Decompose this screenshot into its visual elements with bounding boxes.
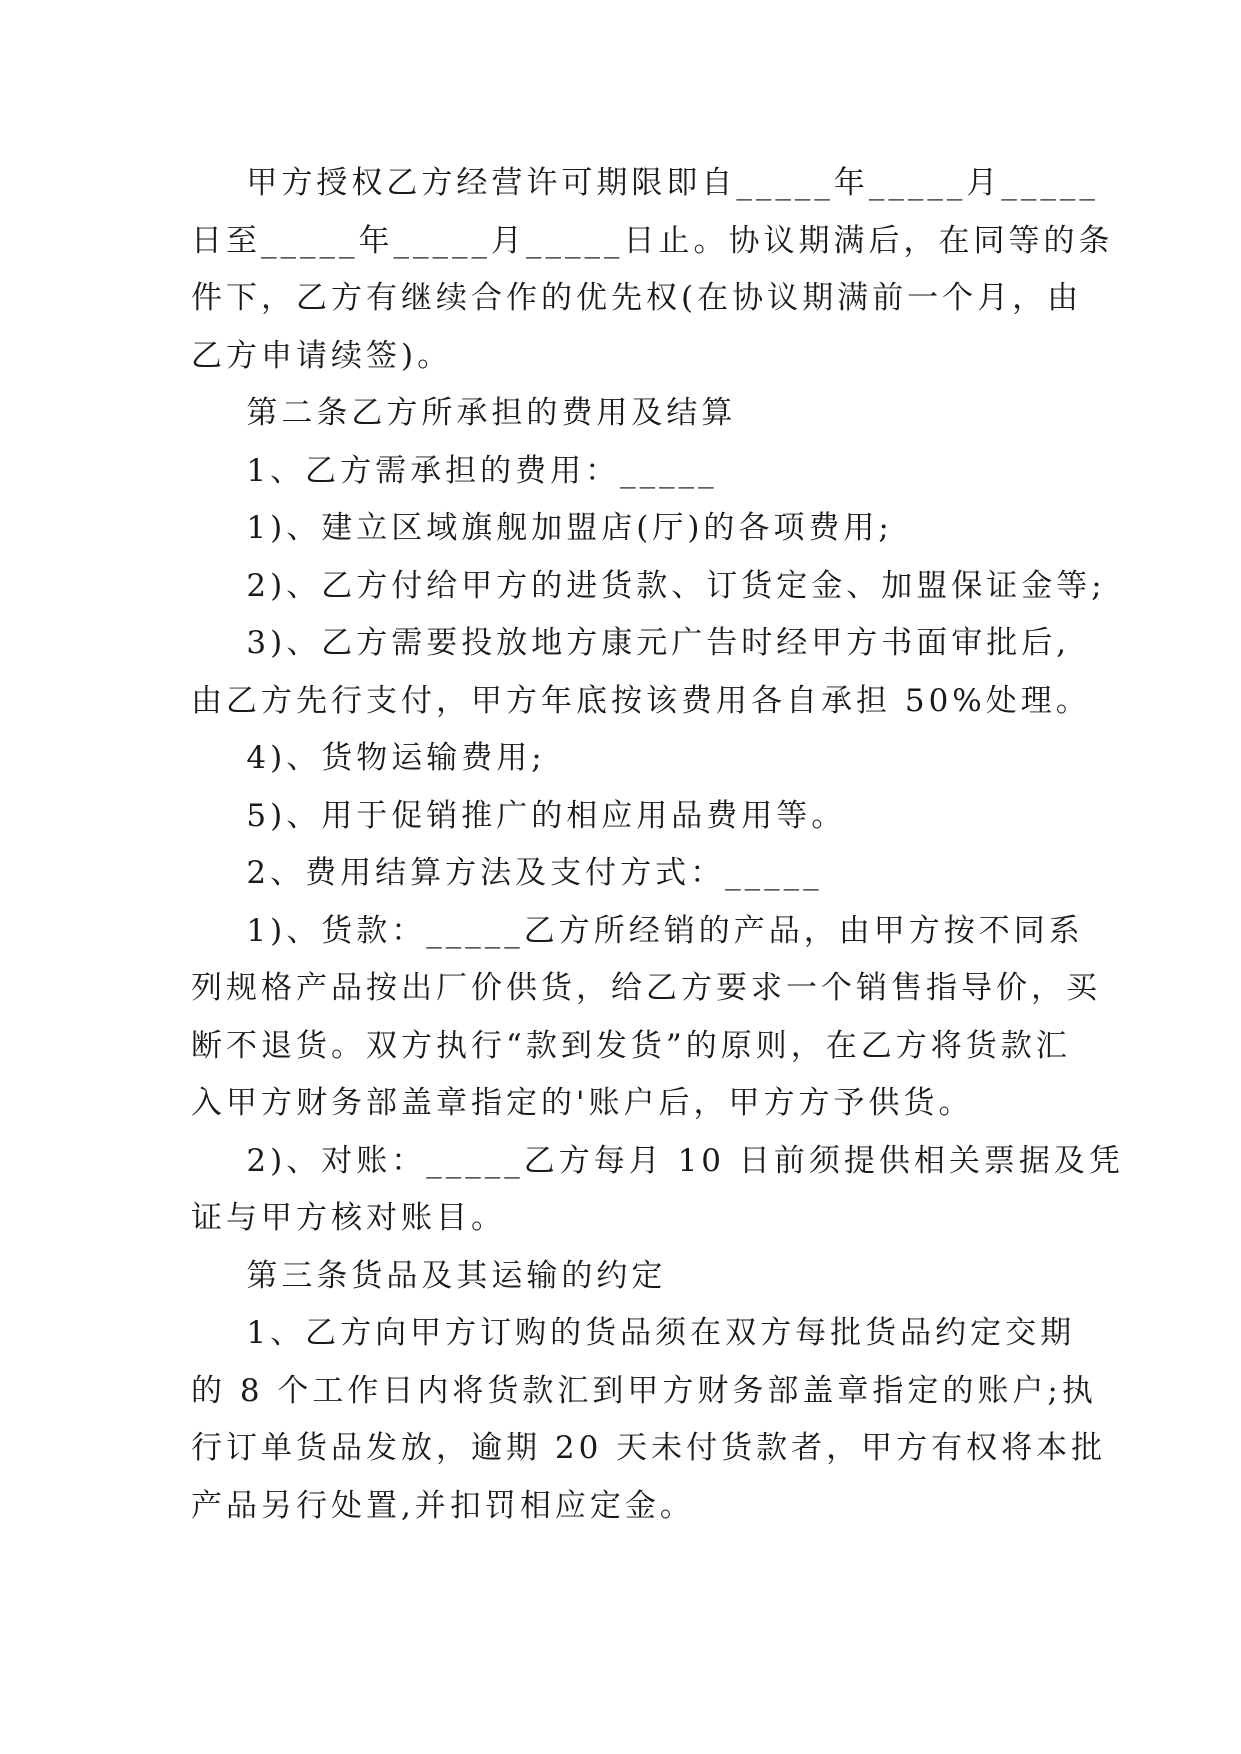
text-line: 日至_____年_____月_____日止。协议期满后，在同等的条: [191, 222, 1114, 259]
text-line: 入甲方财务部盖章指定的'账户后，甲方方予供货。: [191, 1085, 974, 1121]
text-line: 1)、建立区域旗舰加盟店(厅)的各项费用;: [191, 510, 893, 546]
text-line: 2)、对账：_____乙方每月 10 日前须提供相关票据及凭: [191, 1142, 1124, 1179]
text-line: 1、乙方向甲方订购的货品须在双方每批货品约定交期: [191, 1315, 1076, 1351]
text-line: 的 8 个工作日内将货款汇到甲方财务部盖章指定的账户;执: [191, 1372, 1097, 1409]
text-line: 甲方授权乙方经营许可期限即自_____年_____月_____: [191, 165, 1099, 201]
text-line: 5)、用于促销推广的相应用品费用等。: [191, 797, 847, 834]
document-body: [191, 155, 1124, 1535]
text-line: 行订单货品发放，逾期 20 天未付货款者，甲方有权将本批: [191, 1430, 1107, 1466]
text-line: 1、乙方需承担的费用：_____: [191, 452, 718, 489]
text-line: 证与甲方核对账目。: [191, 1200, 506, 1236]
text-line: 件下，乙方有继续合作的优先权(在协议期满前一个月，由: [191, 280, 1083, 316]
text-line: 列规格产品按出厂价供货，给乙方要求一个销售指导价，买: [191, 970, 1101, 1006]
text-line: 产品另行处置,并扣罚相应定金。: [191, 1487, 695, 1524]
text-line: 3)、乙方需要投放地方康元广告时经甲方书面审批后,: [191, 625, 1071, 661]
text-line: 由乙方先行支付，甲方年底按该费用各自承担 50%处理。: [191, 682, 1091, 719]
text-line: 乙方申请续签)。: [191, 337, 453, 374]
text-line: 2)、乙方付给甲方的进货款、订货定金、加盟保证金等;: [191, 567, 1106, 604]
text-line: 2、费用结算方法及支付方式：_____: [191, 855, 823, 891]
text-line: 断不退货。双方执行“款到发货”的原则，在乙方将货款汇: [191, 1027, 1071, 1064]
section-heading: 第三条货品及其运输的约定: [191, 1257, 667, 1294]
section-heading: 第二条乙方所承担的费用及结算: [191, 395, 737, 431]
text-line: 4)、货物运输费用;: [191, 740, 546, 776]
text-line: 1)、货款：_____乙方所经销的产品，由甲方按不同系: [191, 912, 1084, 949]
